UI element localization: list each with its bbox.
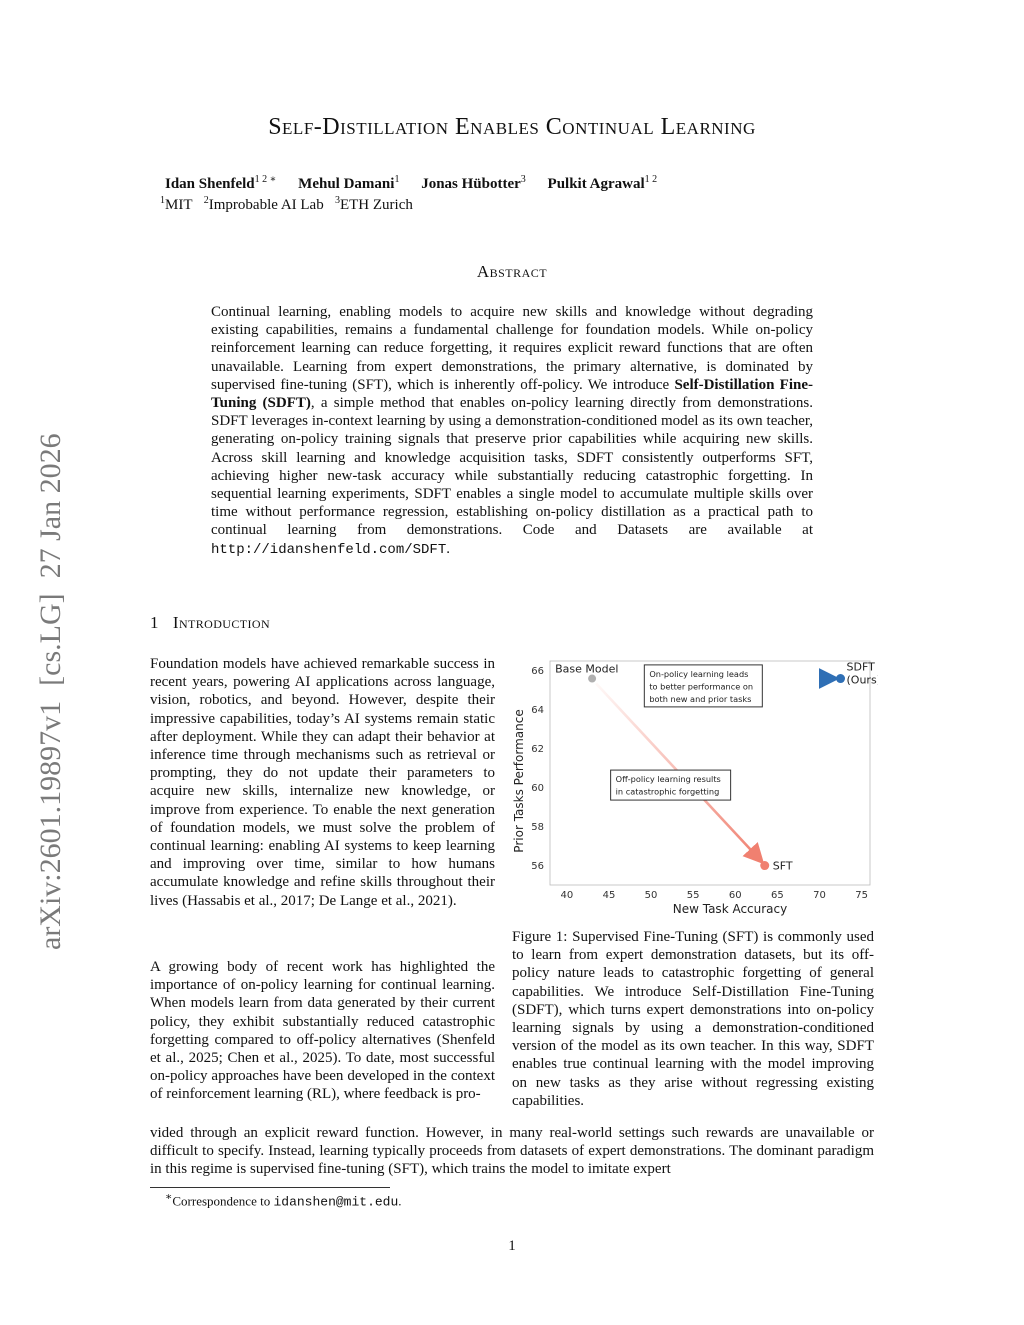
y-tick-label: 64 [531,705,544,717]
intro-paragraph-1: Foundation models have achieved remarkable success in recent years, powering AI applications across language, vision, robotics, and beyond. However, despite their impressive capabilities, today’s AI systems remain static after deployment. While they can adapt their behavior at inference time through mechanisms such as retrieval or prompting, they do not update their parameters to acquire new skills, internalize new knowledge, or improve from experience. To enable the next generation of foundation models, we must solve the problem of continual learning: enabling AI systems to keep learning and improving over time, similar to how humans accumulate knowledge and refine skills throughout their lives (Hassabis et al., 2017; De Lange et al., 2021). [150,656,495,909]
y-tick-label: 66 [531,666,544,678]
off-policy-callout-text: in catastrophic forgetting [615,786,720,797]
email-link[interactable]: idanshen@mit.edu [273,1194,399,1210]
base-model-point [588,675,596,683]
page-number: 1 [508,1238,516,1254]
y-tick-label: 56 [531,861,544,873]
arxiv-stamp [12,372,72,952]
x-tick-label: 65 [771,890,784,901]
sdft-label: SDFT [846,660,875,674]
section-heading: 1 Introduction [150,613,271,632]
y-tick-label: 58 [531,822,544,834]
y-tick-label: 60 [531,783,544,795]
footnote-rule [150,1187,390,1188]
author: Jonas Hübotter$^3$ [421,174,526,192]
off-policy-callout-text: Off-policy learning results [615,774,721,785]
intro-paragraph-2: A growing body of recent work has highlighted the importance of on-policy learning for continual learning. When models learn from data generated by their current policy, they exhibit substantially reduced catastrophic forgetting compared to off-policy alternatives (Shenfeld et al., 2025; Chen et al., 2025). To date, most successful on-policy approaches have been developed in the context of reinforcement learning (RL), where feedback is pro- [150,959,495,1103]
author: Pulkit Agrawal$^{1 2}$ [547,174,658,192]
on-policy-callout-text: On-policy learning leads [649,668,749,679]
method-name: Self-Distillation Fine-Tuning (SDFT) [211,376,813,412]
abstract-body: Continual learning, enabling models to acquire new skills and knowledge without degrading existing capabilities, remains a fundamental challenge for foundation models. While on-policy reinforcement learning can reduce forgetting, it requires explicit reward functions that are often unavailable. Learning from expert demonstrations, the primary alternative, is dominated by supervised fine-tuning (SFT), which is inherently off-policy. We introduce Self-Distillation Fine-Tuning (SDFT), a simple method that enables on-policy learning directly from demonstrations. SDFT leverages in-context learning by using a demonstration-conditioned model as its own teacher, generating on-policy training signals that preserve prior capabilities while acquiring new skills. Across skill learning and knowledge acquisition tasks, SDFT consistently outperforms SFT, achieving higher new-task accuracy while substantially reducing catastrophic forgetting. In sequential learning experiments, SDFT enables a single model to accumulate multiple skills over time without performance regression, establishing on-policy distillation as a practical path to continual learning from demonstrations. Code and Datasets are available at http://idanshenfeld.com/SDFT. [211,304,813,558]
on-policy-callout-text: to better performance on [649,681,754,692]
paper-title: Self-Distillation Enables Continual Learning [268,114,756,140]
x-tick-label: 60 [728,890,742,901]
figure-1 [508,655,878,920]
intro-paragraph-2-continued: vided through an explicit reward function. However, in many real-world settings such rewards are unavailable or difficult to specify. Instead, learning typically proceeds from datasets of expert demonstrations. The dominant paradigm in this regime is supervised fine-tuning (SFT), which trains the model to imitate expert [150,1125,874,1178]
x-tick-label: 50 [644,890,658,901]
x-tick-label: 45 [602,890,616,901]
on-policy-callout-text: both new and prior tasks [649,693,752,704]
x-tick-label: 70 [813,890,826,901]
code-link[interactable]: http://idanshenfeld.com/SDFT [211,541,447,558]
x-axis-label: New Task Accuracy [672,902,788,916]
sdft-point [836,674,845,683]
x-tick-label: 40 [560,890,574,901]
base-model-label: Base Model [555,662,619,676]
figure-caption: Figure 1: Supervised Fine-Tuning (SFT) is commonly used to learn from expert demonstration datasets, but its off-policy nature leads to catastrophic forgetting of general capabilities. We introduce Self-Distillation Fine-Tuning (SDFT), which turns expert demonstrations into on-policy learning signals by using a demonstration-conditioned version of the model as its own teacher. In this way, SDFT enables true continual learning with the model improving on new tasks as they arise without regressing existing capabilities. [512,929,874,1109]
sft-label: SFT [772,859,793,873]
y-axis-label: Prior Tasks Performance [512,709,526,853]
figure-1-chart [508,655,878,920]
sft-point [760,861,769,870]
author-list [165,174,675,193]
x-tick-label: 55 [686,890,700,901]
y-tick-label: 62 [531,744,544,756]
author: Mehul Damani$^1$ [298,174,400,192]
arxiv-id: arXiv:2601.19897v1 [cs.LG] 27 Jan 2026 [34,433,67,950]
footnote: ∗Correspondence to idanshen@mit.edu. [165,1191,402,1210]
x-tick-label: 75 [855,890,868,901]
affiliation-list: $^1$MIT $^2$Improbable AI Lab $^3$ETH Zurich [160,195,413,213]
author: Idan Shenfeld$^{1 2 ∗}$ [165,174,277,192]
sdft-label-ours: (Ours) [846,673,878,687]
abstract-heading: Abstract [476,262,548,281]
